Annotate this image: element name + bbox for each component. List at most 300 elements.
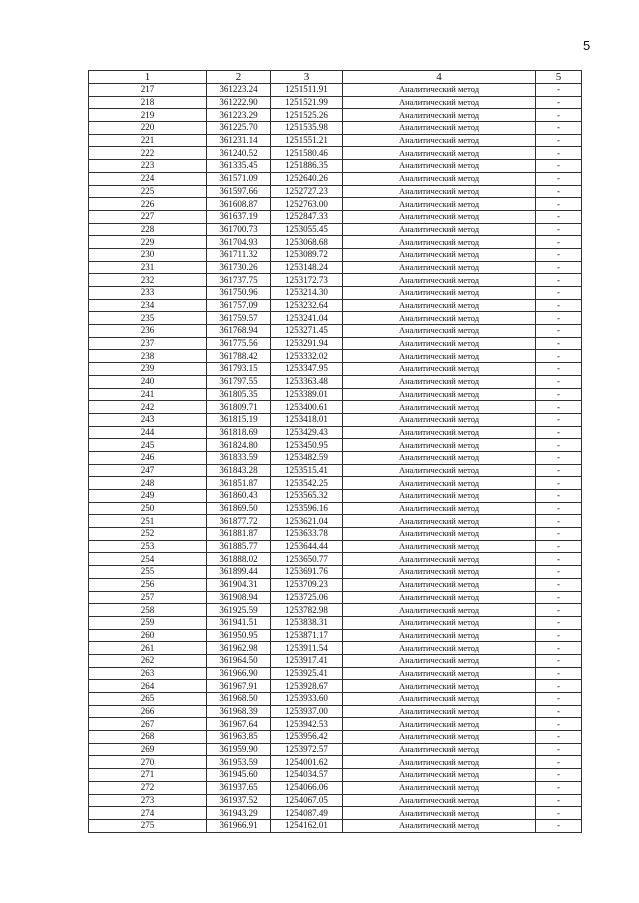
table-row [89,502,582,515]
table-row [89,223,582,236]
point-number-cell: 228 [89,223,207,236]
error-cell: - [536,147,582,160]
x-coordinate-cell: 361704.93 [207,236,271,249]
x-coordinate-cell: 361571.09 [207,172,271,185]
y-coordinate-cell: 1253418.01 [271,413,343,426]
point-number-cell: 239 [89,363,207,376]
point-number-cell: 223 [89,160,207,173]
column-header: 5 [536,71,582,84]
error-cell: - [536,490,582,503]
error-cell: - [536,528,582,541]
table-row [89,96,582,109]
table-row [89,122,582,135]
point-number-cell: 218 [89,96,207,109]
table-row [89,375,582,388]
y-coordinate-cell: 1253429.43 [271,426,343,439]
error-cell: - [536,413,582,426]
column-header: 3 [271,71,343,84]
y-coordinate-cell: 1253709.23 [271,578,343,591]
error-cell: - [536,540,582,553]
method-cell: Аналитический метод [343,756,536,769]
point-number-cell: 248 [89,477,207,490]
point-number-cell: 232 [89,274,207,287]
point-number-cell: 226 [89,198,207,211]
method-cell: Аналитический метод [343,96,536,109]
method-cell: Аналитический метод [343,84,536,97]
y-coordinate-cell: 1252727.23 [271,185,343,198]
method-cell: Аналитический метод [343,248,536,261]
error-cell: - [536,236,582,249]
point-number-cell: 268 [89,731,207,744]
point-number-cell: 270 [89,756,207,769]
y-coordinate-cell: 1253332.02 [271,350,343,363]
method-cell: Аналитический метод [343,312,536,325]
table-row [89,172,582,185]
point-number-cell: 221 [89,134,207,147]
y-coordinate-cell: 1253241.04 [271,312,343,325]
x-coordinate-cell: 361967.64 [207,718,271,731]
error-cell: - [536,477,582,490]
table-row [89,147,582,160]
x-coordinate-cell: 361945.60 [207,769,271,782]
error-cell: - [536,718,582,731]
point-number-cell: 269 [89,743,207,756]
error-cell: - [536,515,582,528]
table-row [89,185,582,198]
error-cell: - [536,439,582,452]
x-coordinate-cell: 361962.98 [207,642,271,655]
error-cell: - [536,794,582,807]
point-number-cell: 231 [89,261,207,274]
error-cell: - [536,451,582,464]
point-number-cell: 244 [89,426,207,439]
x-coordinate-cell: 361768.94 [207,325,271,338]
x-coordinate-cell: 361966.90 [207,667,271,680]
table-row [89,540,582,553]
y-coordinate-cell: 1251521.99 [271,96,343,109]
method-cell: Аналитический метод [343,654,536,667]
table-row [89,363,582,376]
table-row [89,578,582,591]
method-cell: Аналитический метод [343,134,536,147]
column-header: 2 [207,71,271,84]
point-number-cell: 258 [89,604,207,617]
point-number-cell: 230 [89,248,207,261]
method-cell: Аналитический метод [343,528,536,541]
table-row [89,629,582,642]
method-cell: Аналитический метод [343,287,536,300]
table-row [89,693,582,706]
method-cell: Аналитический метод [343,337,536,350]
table-row [89,490,582,503]
method-cell: Аналитический метод [343,540,536,553]
method-cell: Аналитический метод [343,274,536,287]
y-coordinate-cell: 1253621.04 [271,515,343,528]
error-cell: - [536,553,582,566]
error-cell: - [536,210,582,223]
x-coordinate-cell: 361335.45 [207,160,271,173]
error-cell: - [536,693,582,706]
method-cell: Аналитический метод [343,451,536,464]
y-coordinate-cell: 1253633.78 [271,528,343,541]
y-coordinate-cell: 1253937.00 [271,705,343,718]
y-coordinate-cell: 1253911.54 [271,642,343,655]
x-coordinate-cell: 361968.50 [207,693,271,706]
point-number-cell: 249 [89,490,207,503]
x-coordinate-cell: 361788.42 [207,350,271,363]
y-coordinate-cell: 1253956.42 [271,731,343,744]
x-coordinate-cell: 361869.50 [207,502,271,515]
point-number-cell: 252 [89,528,207,541]
x-coordinate-cell: 361223.29 [207,109,271,122]
x-coordinate-cell: 361968.39 [207,705,271,718]
table-row [89,705,582,718]
y-coordinate-cell: 1253271.45 [271,325,343,338]
method-cell: Аналитический метод [343,667,536,680]
error-cell: - [536,819,582,832]
y-coordinate-cell: 1254001.62 [271,756,343,769]
y-coordinate-cell: 1253871.17 [271,629,343,642]
y-coordinate-cell: 1253515.41 [271,464,343,477]
error-cell: - [536,122,582,135]
y-coordinate-cell: 1251580.46 [271,147,343,160]
y-coordinate-cell: 1253782.98 [271,604,343,617]
method-cell: Аналитический метод [343,718,536,731]
y-coordinate-cell: 1253172.73 [271,274,343,287]
table-row [89,794,582,807]
error-cell: - [536,769,582,782]
x-coordinate-cell: 361737.75 [207,274,271,287]
y-coordinate-cell: 1253928.67 [271,680,343,693]
y-coordinate-cell: 1253565.32 [271,490,343,503]
x-coordinate-cell: 361963.85 [207,731,271,744]
error-cell: - [536,807,582,820]
method-cell: Аналитический метод [343,642,536,655]
method-cell: Аналитический метод [343,591,536,604]
error-cell: - [536,325,582,338]
method-cell: Аналитический метод [343,578,536,591]
y-coordinate-cell: 1252763.00 [271,198,343,211]
error-cell: - [536,160,582,173]
point-number-cell: 266 [89,705,207,718]
method-cell: Аналитический метод [343,401,536,414]
point-number-cell: 267 [89,718,207,731]
error-cell: - [536,299,582,312]
y-coordinate-cell: 1253450.95 [271,439,343,452]
point-number-cell: 271 [89,769,207,782]
error-cell: - [536,350,582,363]
point-number-cell: 257 [89,591,207,604]
x-coordinate-cell: 361222.90 [207,96,271,109]
point-number-cell: 243 [89,413,207,426]
method-cell: Аналитический метод [343,616,536,629]
y-coordinate-cell: 1253363.48 [271,375,343,388]
point-number-cell: 251 [89,515,207,528]
y-coordinate-cell: 1253691.76 [271,566,343,579]
error-cell: - [536,223,582,236]
point-number-cell: 219 [89,109,207,122]
error-cell: - [536,109,582,122]
error-cell: - [536,185,582,198]
method-cell: Аналитический метод [343,490,536,503]
x-coordinate-cell: 361223.24 [207,84,271,97]
x-coordinate-cell: 361950.95 [207,629,271,642]
point-number-cell: 222 [89,147,207,160]
error-cell: - [536,629,582,642]
table-row [89,439,582,452]
method-cell: Аналитический метод [343,413,536,426]
point-number-cell: 229 [89,236,207,249]
table-row [89,261,582,274]
point-number-cell: 272 [89,781,207,794]
table-row [89,743,582,756]
method-cell: Аналитический метод [343,363,536,376]
y-coordinate-cell: 1254067.05 [271,794,343,807]
error-cell: - [536,731,582,744]
method-cell: Аналитический метод [343,388,536,401]
x-coordinate-cell: 361899.44 [207,566,271,579]
error-cell: - [536,578,582,591]
error-cell: - [536,591,582,604]
point-number-cell: 247 [89,464,207,477]
point-number-cell: 227 [89,210,207,223]
y-coordinate-cell: 1251886.35 [271,160,343,173]
x-coordinate-cell: 361231.14 [207,134,271,147]
method-cell: Аналитический метод [343,160,536,173]
method-cell: Аналитический метод [343,299,536,312]
y-coordinate-cell: 1254087.49 [271,807,343,820]
error-cell: - [536,680,582,693]
table-row [89,515,582,528]
method-cell: Аналитический метод [343,819,536,832]
y-coordinate-cell: 1254034.57 [271,769,343,782]
point-number-cell: 256 [89,578,207,591]
table-row [89,236,582,249]
method-cell: Аналитический метод [343,147,536,160]
y-coordinate-cell: 1253972.57 [271,743,343,756]
x-coordinate-cell: 361964.50 [207,654,271,667]
x-coordinate-cell: 361824.80 [207,439,271,452]
y-coordinate-cell: 1253482.59 [271,451,343,464]
x-coordinate-cell: 361805.35 [207,388,271,401]
table-row [89,109,582,122]
table-row [89,680,582,693]
table-row [89,401,582,414]
point-number-cell: 275 [89,819,207,832]
point-number-cell: 260 [89,629,207,642]
y-coordinate-cell: 1253214.30 [271,287,343,300]
error-cell: - [536,756,582,769]
x-coordinate-cell: 361750.96 [207,287,271,300]
method-cell: Аналитический метод [343,439,536,452]
point-number-cell: 264 [89,680,207,693]
point-number-cell: 262 [89,654,207,667]
method-cell: Аналитический метод [343,705,536,718]
x-coordinate-cell: 361937.65 [207,781,271,794]
table-row [89,731,582,744]
y-coordinate-cell: 1253650.77 [271,553,343,566]
error-cell: - [536,312,582,325]
method-cell: Аналитический метод [343,553,536,566]
error-cell: - [536,502,582,515]
error-cell: - [536,134,582,147]
y-coordinate-cell: 1253089.72 [271,248,343,261]
error-cell: - [536,642,582,655]
method-cell: Аналитический метод [343,122,536,135]
x-coordinate-cell: 361925.59 [207,604,271,617]
point-number-cell: 245 [89,439,207,452]
method-cell: Аналитический метод [343,794,536,807]
error-cell: - [536,337,582,350]
y-coordinate-cell: 1253400.61 [271,401,343,414]
y-coordinate-cell: 1253596.16 [271,502,343,515]
table-row [89,426,582,439]
y-coordinate-cell: 1253725.06 [271,591,343,604]
page-number: 5 [583,38,591,53]
x-coordinate-cell: 361225.70 [207,122,271,135]
method-cell: Аналитический метод [343,426,536,439]
table-row [89,325,582,338]
y-coordinate-cell: 1253644.44 [271,540,343,553]
table-row [89,654,582,667]
method-cell: Аналитический метод [343,198,536,211]
table-row [89,566,582,579]
table-row [89,819,582,832]
x-coordinate-cell: 361711.32 [207,248,271,261]
error-cell: - [536,248,582,261]
point-number-cell: 255 [89,566,207,579]
x-coordinate-cell: 361700.73 [207,223,271,236]
y-coordinate-cell: 1254162.01 [271,819,343,832]
table-row [89,464,582,477]
error-cell: - [536,401,582,414]
table-row [89,604,582,617]
table-row [89,642,582,655]
x-coordinate-cell: 361809.71 [207,401,271,414]
x-coordinate-cell: 361966.91 [207,819,271,832]
point-number-cell: 234 [89,299,207,312]
x-coordinate-cell: 361797.55 [207,375,271,388]
point-number-cell: 235 [89,312,207,325]
point-number-cell: 274 [89,807,207,820]
point-number-cell: 237 [89,337,207,350]
point-number-cell: 254 [89,553,207,566]
point-number-cell: 242 [89,401,207,414]
table-row [89,591,582,604]
x-coordinate-cell: 361833.59 [207,451,271,464]
point-number-cell: 240 [89,375,207,388]
y-coordinate-cell: 1254066.06 [271,781,343,794]
table-row [89,477,582,490]
table-row [89,337,582,350]
method-cell: Аналитический метод [343,350,536,363]
point-number-cell: 250 [89,502,207,515]
x-coordinate-cell: 361888.02 [207,553,271,566]
table-row [89,413,582,426]
x-coordinate-cell: 361759.57 [207,312,271,325]
method-cell: Аналитический метод [343,566,536,579]
y-coordinate-cell: 1253347.95 [271,363,343,376]
x-coordinate-cell: 361904.31 [207,578,271,591]
x-coordinate-cell: 361240.52 [207,147,271,160]
error-cell: - [536,426,582,439]
point-number-cell: 253 [89,540,207,553]
error-cell: - [536,781,582,794]
error-cell: - [536,96,582,109]
error-cell: - [536,287,582,300]
error-cell: - [536,388,582,401]
x-coordinate-cell: 361851.87 [207,477,271,490]
table-row [89,807,582,820]
method-cell: Аналитический метод [343,477,536,490]
error-cell: - [536,363,582,376]
y-coordinate-cell: 1253838.31 [271,616,343,629]
x-coordinate-cell: 361637.19 [207,210,271,223]
x-coordinate-cell: 361843.28 [207,464,271,477]
point-number-cell: 261 [89,642,207,655]
table-row [89,160,582,173]
method-cell: Аналитический метод [343,731,536,744]
point-number-cell: 236 [89,325,207,338]
error-cell: - [536,198,582,211]
method-cell: Аналитический метод [343,109,536,122]
error-cell: - [536,274,582,287]
x-coordinate-cell: 361967.91 [207,680,271,693]
error-cell: - [536,667,582,680]
point-number-cell: 241 [89,388,207,401]
method-cell: Аналитический метод [343,185,536,198]
method-cell: Аналитический метод [343,261,536,274]
table-row [89,134,582,147]
point-number-cell: 265 [89,693,207,706]
error-cell: - [536,705,582,718]
y-coordinate-cell: 1251535.98 [271,122,343,135]
point-number-cell: 233 [89,287,207,300]
point-number-cell: 224 [89,172,207,185]
point-number-cell: 238 [89,350,207,363]
error-cell: - [536,464,582,477]
method-cell: Аналитический метод [343,502,536,515]
method-cell: Аналитический метод [343,223,536,236]
table-row [89,667,582,680]
y-coordinate-cell: 1252640.26 [271,172,343,185]
error-cell: - [536,743,582,756]
x-coordinate-cell: 361877.72 [207,515,271,528]
x-coordinate-cell: 361943.29 [207,807,271,820]
method-cell: Аналитический метод [343,693,536,706]
y-coordinate-cell: 1251525.26 [271,109,343,122]
y-coordinate-cell: 1253933.60 [271,693,343,706]
x-coordinate-cell: 361757.09 [207,299,271,312]
error-cell: - [536,261,582,274]
x-coordinate-cell: 361793.15 [207,363,271,376]
table-row [89,248,582,261]
table-row [89,312,582,325]
table-row [89,84,582,97]
error-cell: - [536,604,582,617]
method-cell: Аналитический метод [343,629,536,642]
x-coordinate-cell: 361908.94 [207,591,271,604]
table-body [89,84,582,833]
error-cell: - [536,566,582,579]
method-cell: Аналитический метод [343,807,536,820]
method-cell: Аналитический метод [343,515,536,528]
table-row [89,274,582,287]
y-coordinate-cell: 1253389.01 [271,388,343,401]
y-coordinate-cell: 1253232.64 [271,299,343,312]
error-cell: - [536,654,582,667]
column-header: 1 [89,71,207,84]
